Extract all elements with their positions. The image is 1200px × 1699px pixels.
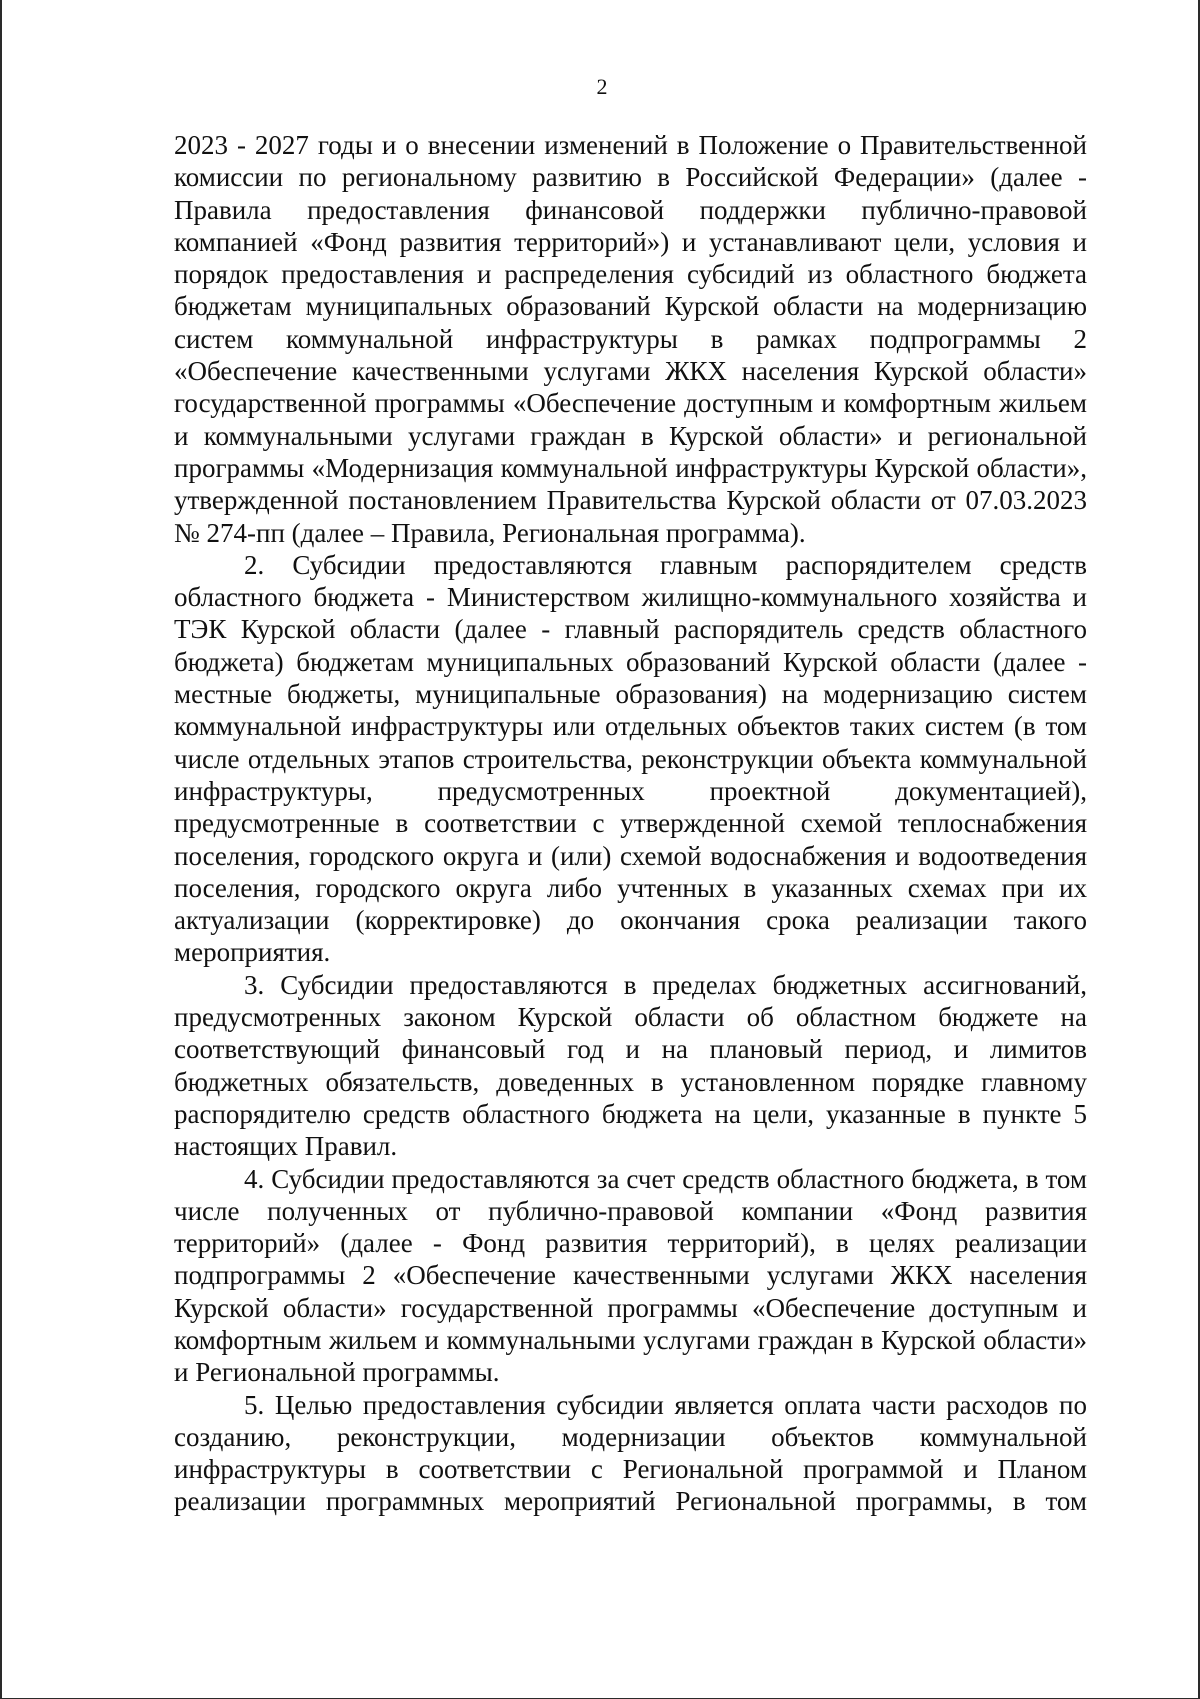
paragraph-1-continuation: 2023 - 2027 годы и о внесении изменений в Положение о Правительственной комиссии по региональному развитию в Российской Федерации» (далее - Правила предоставления финансовой поддержки публично-правовой компанией «Фонд развития территорий») и устанавливают цели, условия и порядок предоставления и распределения субсидий из областного бюджета бюджетам муниципальных образований Курской области на модернизацию систем коммунальной инфраструктуры в рамках подпрограммы 2 «Обеспечение качественными услугами ЖКХ населения Курской области» государственной программы «Обеспечение доступным и комфортным жильем и коммунальными услугами граждан в Курской области» и региональной программы «Модернизация коммунальной инфраструктуры Курской области», утвержденной постановлением Правительства Курской области от 07.03.2023 № 274-пп (далее – Правила, Региональная программа). [174, 130, 1087, 548]
paragraph-2: 2. Субсидии предоставляются главным распорядителем средств областного бюджета - Министерством жилищно-коммунального хозяйства и ТЭК Курской области (далее - главный распорядитель средств областного бюджета) бюджетам муниципальных образований Курской области (далее - местные бюджеты, муниципальные образования) на модернизацию систем коммунальной инфраструктуры или отдельных объектов таких систем (в том числе отдельных этапов строительства, реконструкции объекта коммунальной инфраструктуры, предусмотренных проектной документацией), предусмотренные в соответствии с утвержденной схемой теплоснабжения поселения, городского округа и (или) схемой водоснабжения и водоотведения поселения, городского округа либо учтенных в указанных схемах при их актуализации (корректировке) до окончания срока реализации такого мероприятия. [174, 549, 1087, 968]
paragraph-4: 4. Субсидии предоставляются за счет средств областного бюджета, в том числе полученных от публично-правовой компании «Фонд развития территорий» (далее - Фонд развития территорий), в целях реализации подпрограммы 2 «Обеспечение качественными услугами ЖКХ населения Курской области» государственной программы «Обеспечение доступным и комфортным жильем и коммунальными услугами граждан в Курской области» и Региональной программы. [174, 1163, 1087, 1388]
document-body [174, 129, 1087, 1518]
page-number: 2 [596, 74, 608, 99]
paragraph-5: 5. Целью предоставления субсидии является оплата части расходов по созданию, реконструкции, модернизации объектов коммунальной инфраструктуры в соответствии с Региональной программой и Планом реализации программных мероприятий Региональной программы, в том [174, 1389, 1087, 1517]
paragraph-3: 3. Субсидии предоставляются в пределах бюджетных ассигнований, предусмотренных законом Курской области об областном бюджете на соответствующий финансовый год и на плановый период, и лимитов бюджетных обязательств, доведенных в установленном порядке главному распорядителю средств областного бюджета на цели, указанные в пункте 5 настоящих Правил. [174, 969, 1087, 1162]
